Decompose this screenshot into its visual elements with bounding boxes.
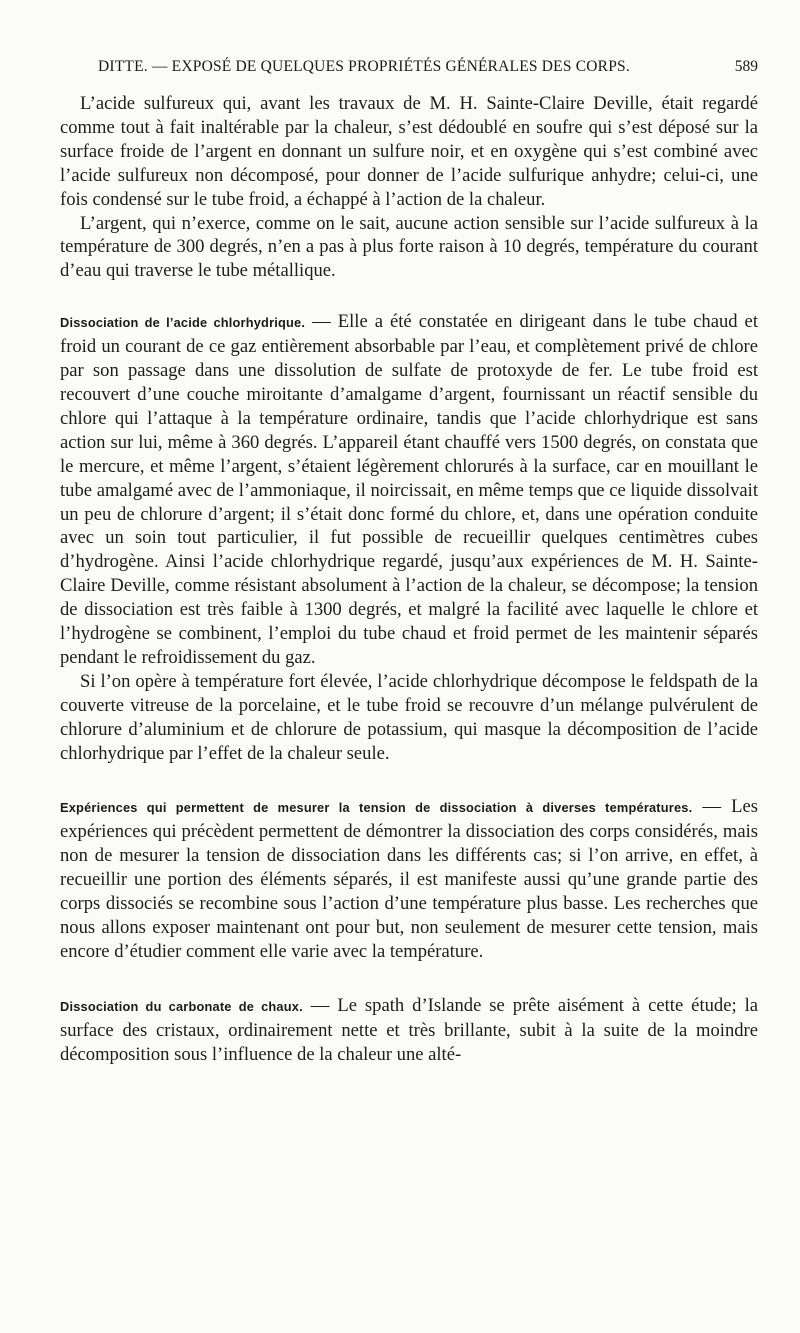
page-header xyxy=(60,58,758,82)
running-head: DITTE. — EXPOSÉ DE QUELQUES PROPRIÉTÉS GÉNÉRALES DES CORPS. xyxy=(98,58,630,75)
page-number: 589 xyxy=(734,58,758,75)
section-tension-measurement xyxy=(60,795,758,963)
section-text-hydrochloric-acid: — Elle a été constatée en dirigeant dans le tube chaud et froid un courant de ce gaz entièrement absorbable par l’eau, et complètement privé de chlore par son passage dans une dissolution de sulfate de protoxyde de fer. Le tube froid est recouvert d’une couche miroitante d’amalgame d’argent, fournissant un réactif sensible du chlore qui l’attaque à la température ordinaire, tandis que l’acide chlorhydrique est sans action sur lui, même à 360 degrés. L’appareil étant chauffé vers 1500 degrés, on constata que le mercure, et même l’argent, s’étaient légèrement chlorurés à la surface, car en mouillant le tube amalgamé avec de l’ammoniaque, il noircissait, en même temps que ce liquide dissolvait un peu de chlorure d’argent; il s’était donc formé du chlore, et, dans une opération conduite avec un soin tout particulier, il fut possible de recueillir quelques centimètres cubes d’hydrogène. Ainsi l’acide chlorhydrique regardé, jusqu’aux expériences de M. H. Sainte-Claire Deville, comme résistant absolument à l’action de la chaleur, se décompose; la tension de dissociation est très faible à 1300 degrés, et malgré la facilité avec laquelle le chlore et l’hydrogène se combinent, l’emploi du tube chaud et froid permet de les maintenir séparés pendant le refroidissement du gaz. xyxy=(60,311,758,668)
section-title-calcium-carbonate: Dissociation du carbonate de chaux. xyxy=(60,998,303,1014)
body-text xyxy=(60,92,758,1067)
section-title-tension-measurement: Expériences qui permettent de mesurer la tension de dissociation à diverses températures. xyxy=(60,800,693,816)
paragraph-feldspath: Si l’on opère à température fort élevée, l’acide chlorhydrique décompose le feldspath de la couverte vitreuse de la porcelaine, et le tube froid se recouvre d’un mélange pulvérulent de chlorure d’aluminium et de chlorure de potassium, qui masque la décomposition de l’acide chlorhydrique par l’effet de la chaleur seule. xyxy=(60,670,758,764)
section-text-calcium-carbonate: — Le spath d’Islande se prête aisément à cette étude; la surface des cristaux, ordinairement nette et très brillante, subit à la suite de la moindre décomposition sous l’influence de la chaleur une alté- xyxy=(60,994,758,1065)
section-text-tension-measurement: — Les expériences qui précèdent permettent de démontrer la dissociation des corps considérés, mais non de mesurer la tension de dissociation dans les différents cas; si l’on arrive, en effet, à recueillir une portion des éléments séparés, il est manifeste aussi qu’une grande partie des corps dissociés se recombine sous l’action d’une température plus basse. Les recherches que nous allons exposer maintenant ont pour but, non seulement de mesurer cette tension, mais encore d’étudier comment elle varie avec la température. xyxy=(60,796,758,962)
paragraph-silver: L’argent, qui n’exerce, comme on le sait, aucune action sensible sur l’acide sulfureux à la température de 300 degrés, n’en a pas à plus forte raison à 10 degrés, température du courant d’eau qui traverse le tube métallique. xyxy=(60,212,758,282)
section-title-hydrochloric-acid: Dissociation de l’acide chlorhydrique. xyxy=(60,315,306,331)
paragraph-sulfurous-acid: L’acide sulfureux qui, avant les travaux de M. H. Sainte-Claire Deville, était regardé comme tout à fait inaltérable par la chaleur, s’est dédoublé en soufre qui s’est déposé sur la surface froide de l’argent en donnant un sulfure noir, et en oxygène qui s’est combiné avec l’acide sulfureux non décomposé, pour donner de l’acide sulfurique anhydre; celui-ci, une fois condensé sur le tube froid, a échappé à l’action de la chaleur. xyxy=(60,93,758,210)
section-calcium-carbonate xyxy=(60,994,758,1067)
section-hydrochloric-acid xyxy=(60,310,758,670)
